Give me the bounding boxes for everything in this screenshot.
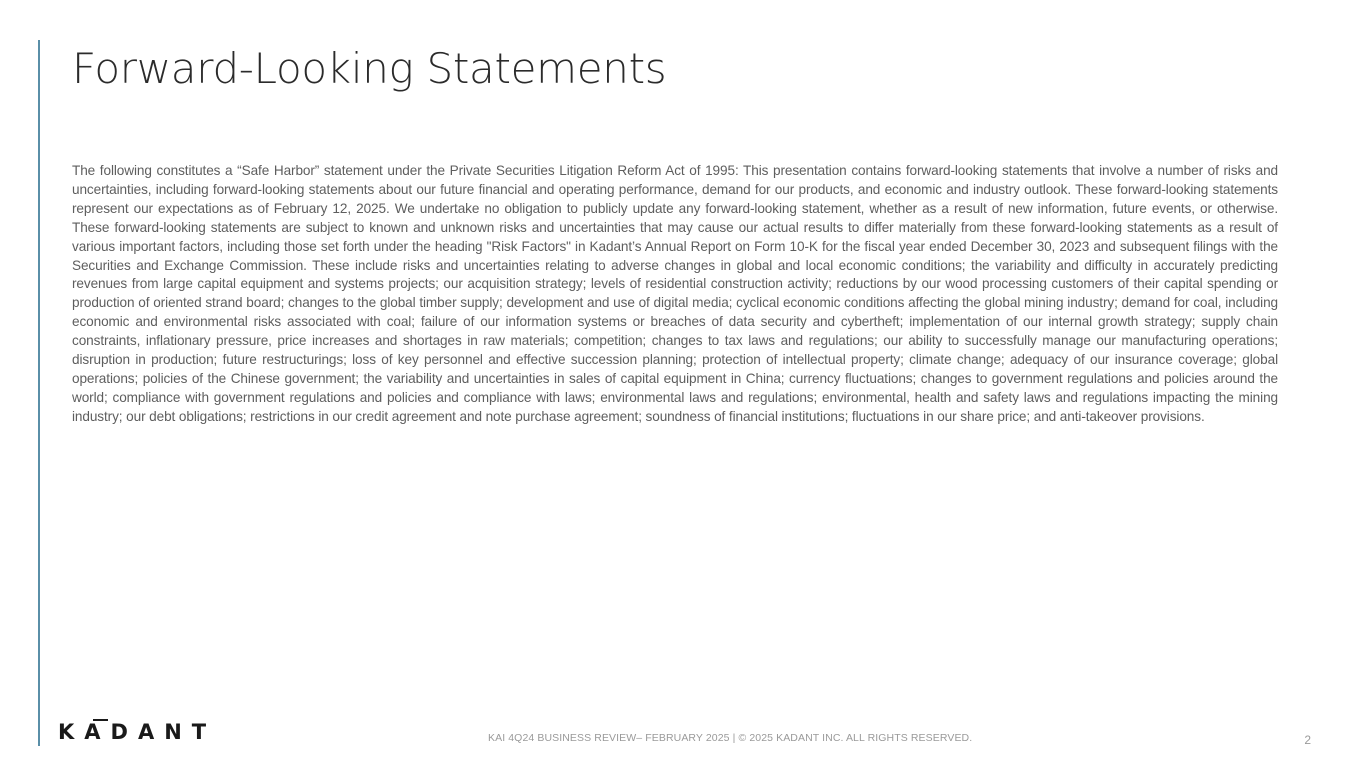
- kadant-logo: [58, 716, 218, 748]
- logo-text: KADANT: [58, 720, 217, 744]
- accent-line: [38, 40, 40, 746]
- footer-text: KAI 4Q24 BUSINESS REVIEW– FEBRUARY 2025 | © 2025 KADANT INC. ALL RIGHTS RESERVED.: [488, 732, 973, 744]
- slide-title: Forward-Looking Statements: [72, 44, 667, 93]
- safe-harbor-statement: The following constitutes a “Safe Harbor” statement under the Private Securities Litigation Reform Act of 1995: This presentation contains forward-looking statements that involve a number of risks and uncertainties, including forward-looking statements about our future financial and operating performance, demand for our products, and economic and industry outlook. These forward-looking statements represent our expectations as of February 12, 2025. We undertake no obligation to publicly update any forward-looking statement, whether as a result of new information, future events, or otherwise. These forward-looking statements are subject to known and unknown risks and uncertainties that may cause our actual results to differ materially from these forward-looking statements as a result of various important factors, including those set forth under the heading "Risk Factors" in Kadant’s Annual Report on Form 10-K for the fiscal year ended December 30, 2023 and subsequent filings with the Securities and Exchange Commission. These include risks and uncertainties relating to adverse changes in global and local economic conditions; the variability and difficulty in accurately predicting revenues from large capital equipment and systems projects; our acquisition strategy; levels of residential construction activity; reductions by our wood processing customers of their capital spending or production of oriented strand board; changes to the global timber supply; development and use of digital media; cyclical economic conditions affecting the global mining industry; demand for coal, including economic and environmental risks associated with coal; failure of our information systems or breaches of data security and cybertheft; implementation of our internal growth strategy; supply chain constraints, inflationary pressure, price increases and shortages in raw materials; competition; changes to tax laws and regulations; our ability to successfully manage our manufacturing operations; disruption in production; future restructurings; loss of key personnel and effective succession planning; protection of intellectual property; climate change; adequacy of our insurance coverage; global operations; policies of the Chinese government; the variability and uncertainties in sales of capital equipment in China; currency fluctuations; changes to government regulations and policies around the world; compliance with government regulations and policies and compliance with laws; environmental laws and regulations; environmental, health and safety laws and regulations impacting the mining industry; our debt obligations; restrictions in our credit agreement and note purchase agreement; soundness of financial institutions; fluctuations in our share price; and anti-takeover provisions.: [72, 163, 1278, 424]
- page-number: 2: [1304, 733, 1311, 747]
